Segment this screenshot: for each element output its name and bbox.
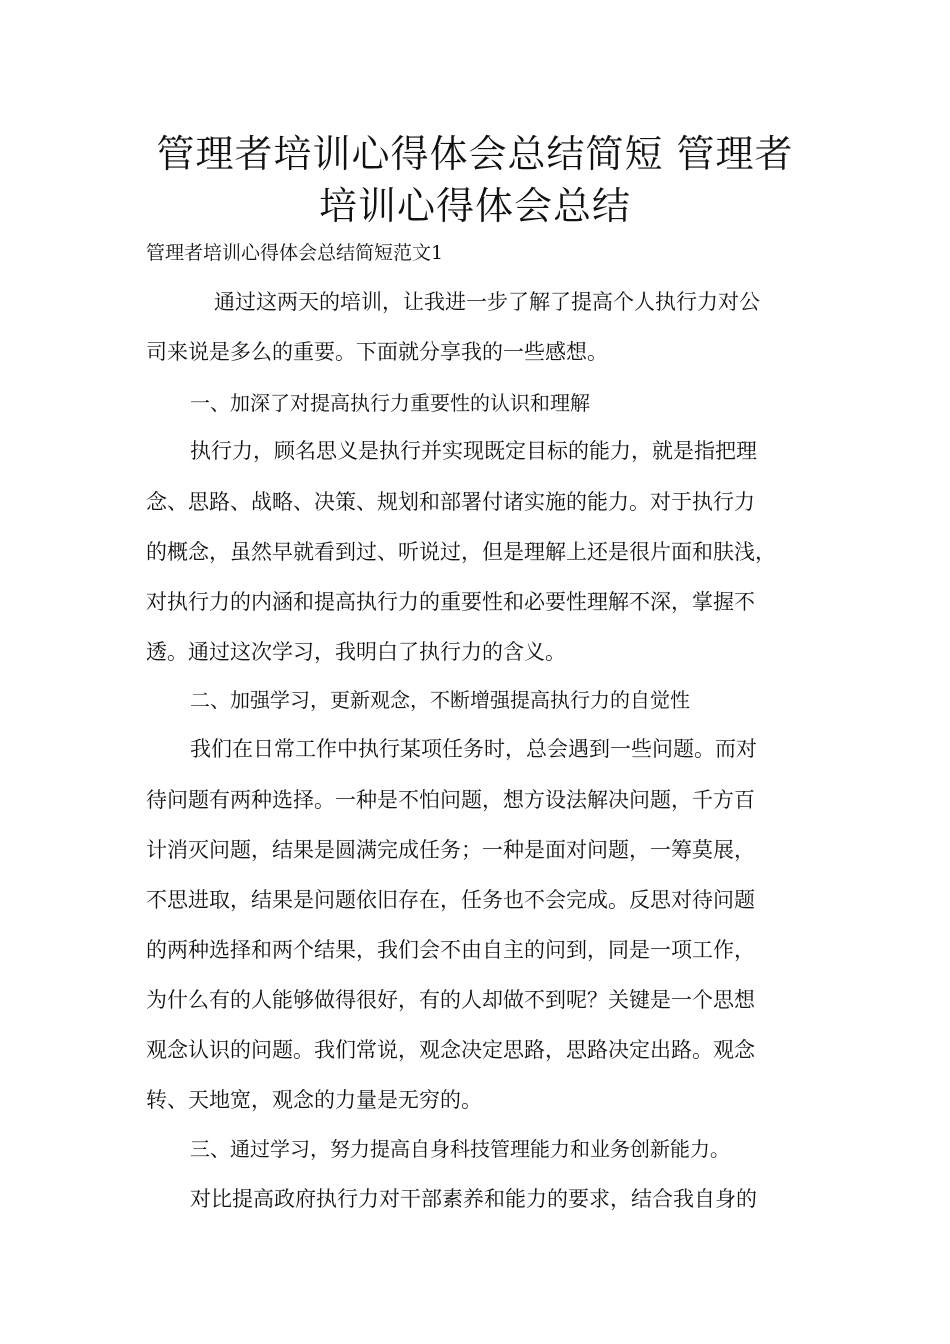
title-line-2: 培训心得体会总结 <box>318 184 631 228</box>
paragraph-line: 的概念，虽然早就看到过、听说过，但是理解上还是很片面和肤浅， <box>146 540 776 564</box>
paragraph-line: 执行力，顾名思义是执行并实现既定目标的能力，就是指把理 <box>190 439 757 463</box>
paragraph-line: 透。通过这次学习，我明白了执行力的含义。 <box>146 640 566 664</box>
paragraph-line: 计消灭问题，结果是圆满完成任务；一种是面对问题，一筹莫展， <box>146 838 755 862</box>
paragraph-line: 念、思路、战略、决策、规划和部署付诸实施的能力。对于执行力 <box>146 490 755 514</box>
section-heading-3: 三、通过学习，努力提高自身科技管理能力和业务创新能力。 <box>190 1137 730 1161</box>
paragraph-line: 观念认识的问题。我们常说，观念决定思路，思路决定出路。观念 <box>146 1038 755 1062</box>
paragraph-line: 对执行力的内涵和提高执行力的重要性和必要性理解不深，掌握不 <box>146 590 755 614</box>
title-line-1: 管理者培训心得体会总结简短 管理者 <box>156 132 794 176</box>
paragraph-line: 我们在日常工作中执行某项任务时，总会遇到一些问题。而对 <box>190 737 757 761</box>
paragraph-line: 司来说是多么的重要。下面就分享我的一些感想。 <box>146 340 608 364</box>
paragraph-line: 的两种选择和两个结果，我们会不由自主的问到，同是一项工作， <box>146 938 755 962</box>
paragraph-line: 待问题有两种选择。一种是不怕问题，想方设法解决问题，千方百 <box>146 788 755 812</box>
paragraph-line: 不思进取，结果是问题依旧存在，任务也不会完成。反思对待问题 <box>146 888 755 912</box>
paragraph-line: 通过这两天的培训，让我进一步了解了提高个人执行力对公 <box>214 290 760 314</box>
paragraph-line: 转、天地宽，观念的力量是无穷的。 <box>146 1088 482 1112</box>
paragraph-line: 对比提高政府执行力对干部素养和能力的要求，结合我自身的 <box>190 1187 757 1211</box>
section-heading-2: 二、加强学习，更新观念，不断增强提高执行力的自觉性 <box>190 688 690 712</box>
document-subtitle: 管理者培训心得体会总结简短范文1 <box>146 242 444 264</box>
section-heading-1: 一、加深了对提高执行力重要性的认识和理解 <box>190 391 590 415</box>
paragraph-line: 为什么有的人能够做得很好，有的人却做不到呢？关键是一个思想 <box>146 988 755 1012</box>
document-title <box>110 128 840 232</box>
